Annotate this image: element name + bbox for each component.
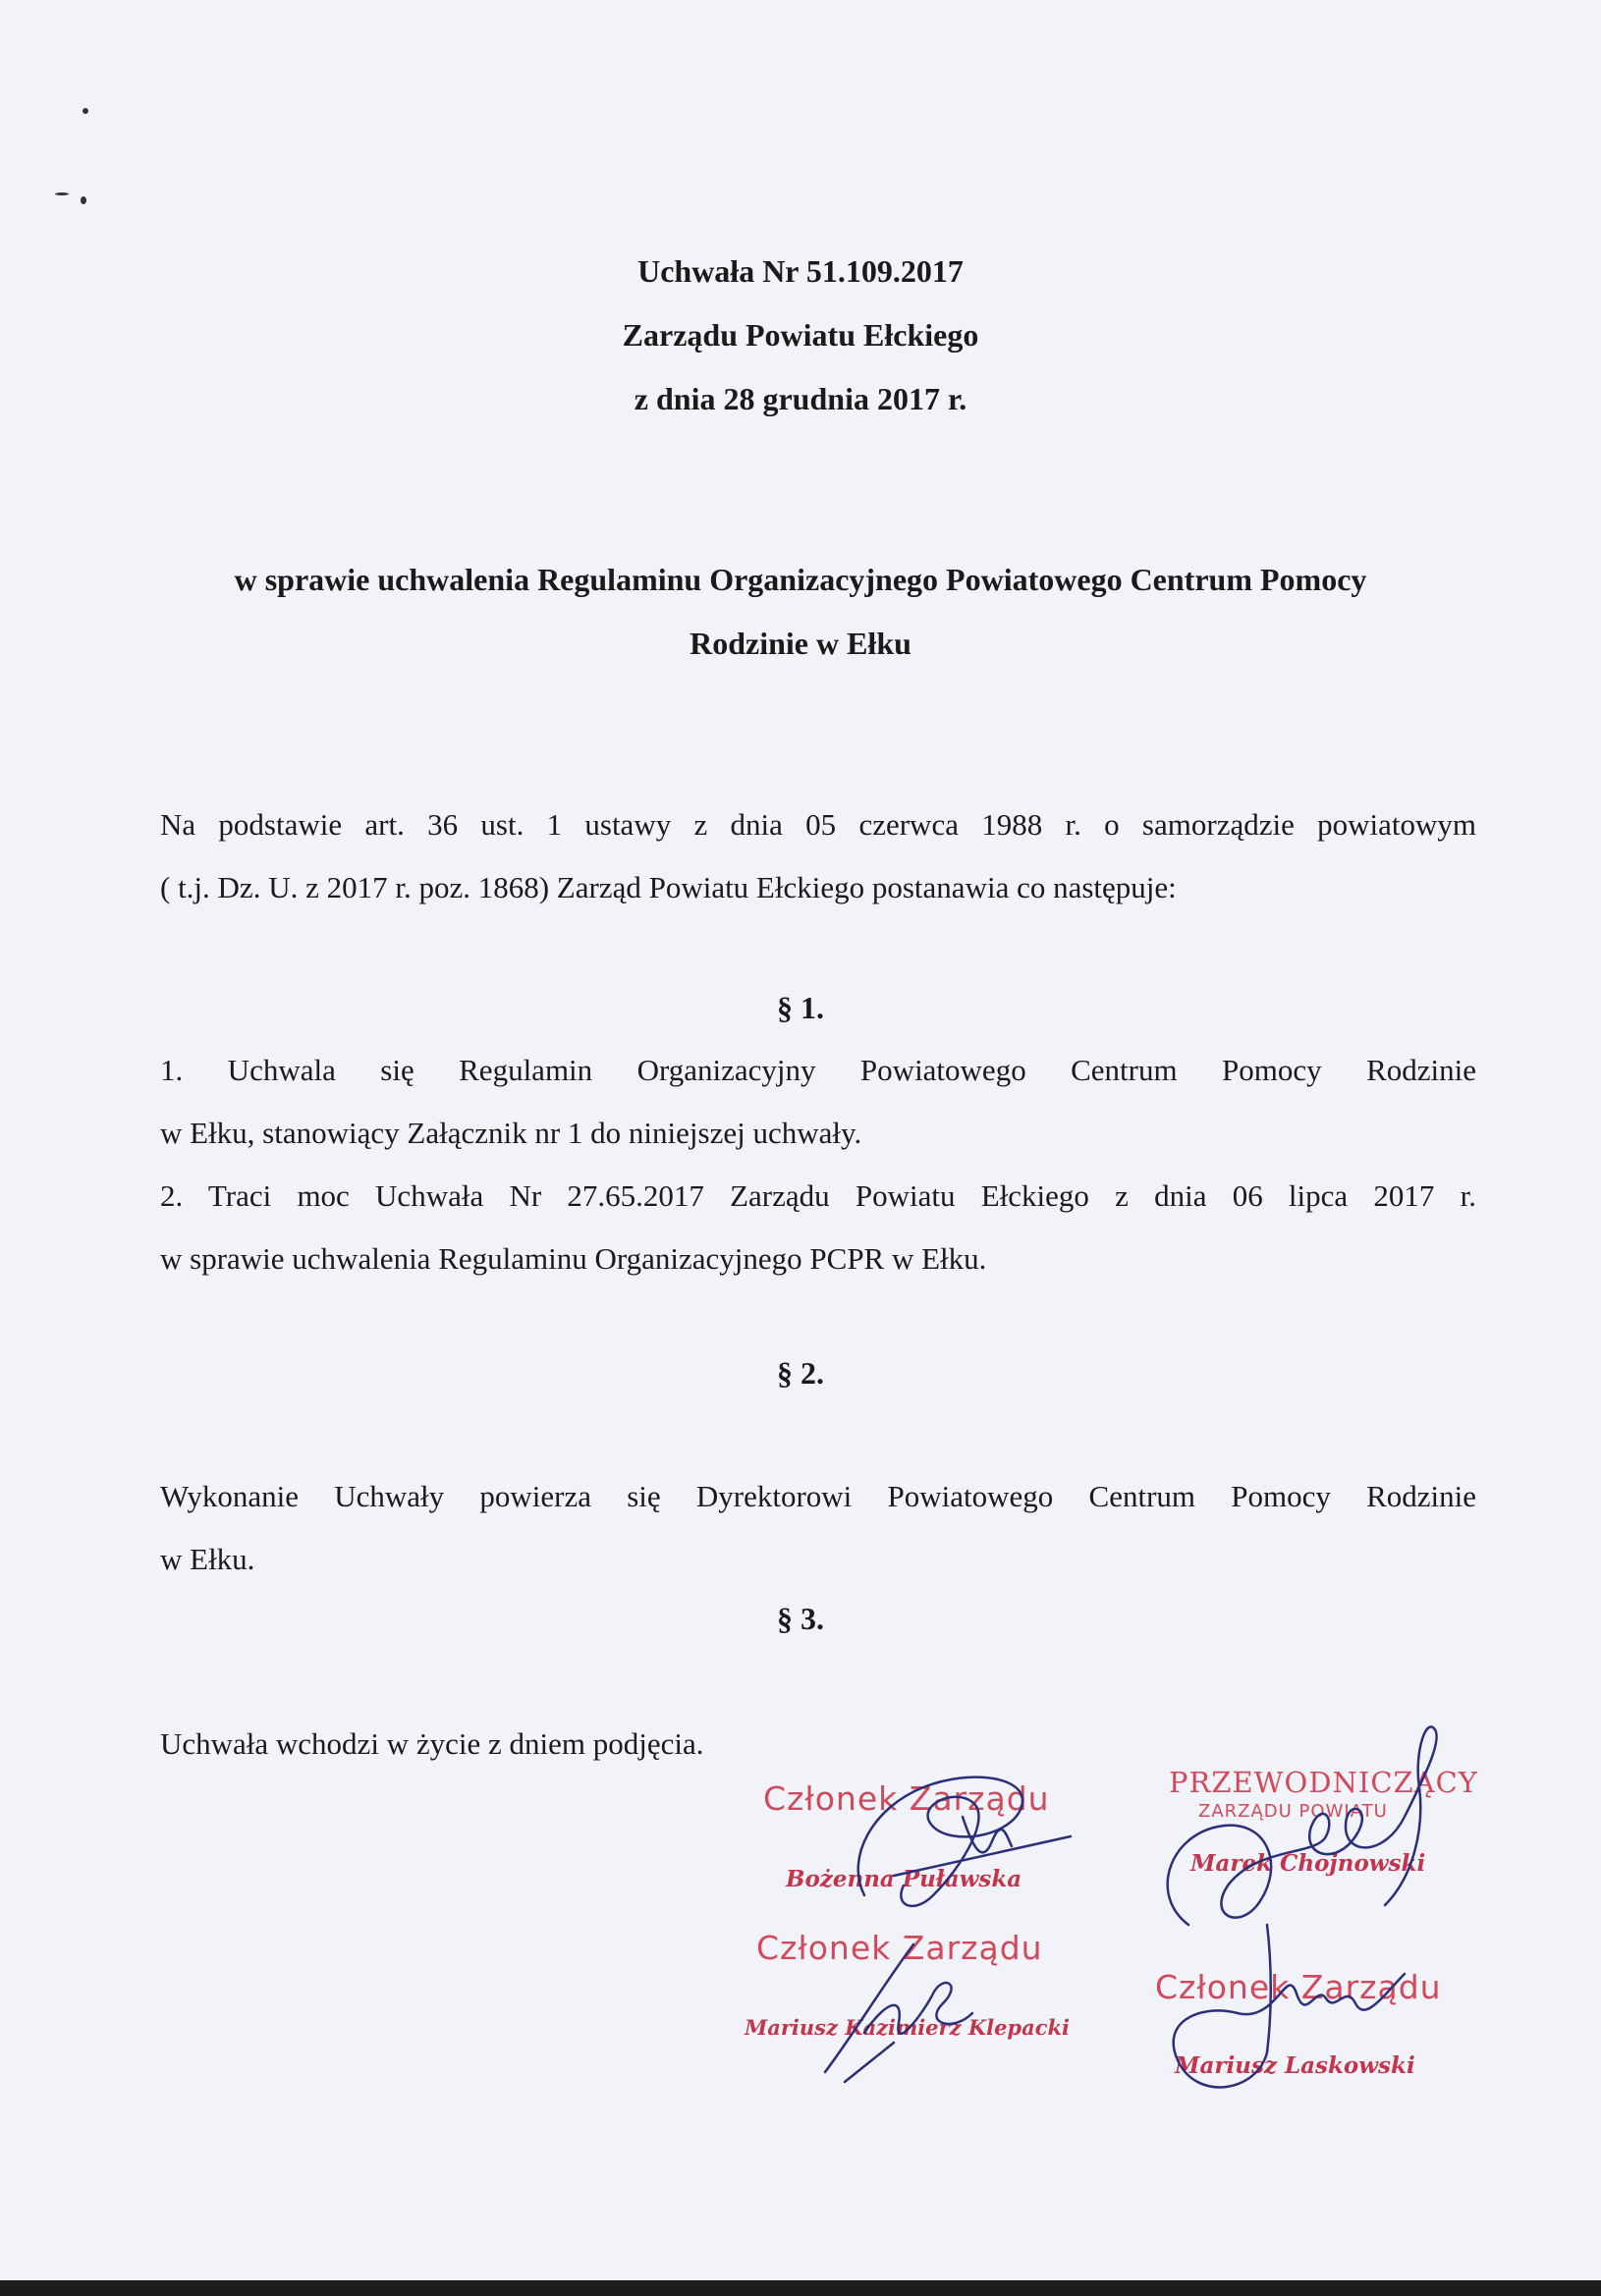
stamp-name-right-2: Mariusz Laskowski xyxy=(1175,2052,1415,2079)
preamble-line-1: Na podstawie art. 36 ust. 1 ustawy z dnia 05 czerwca 1988 r. o samorządzie powiatowym xyxy=(160,807,1476,842)
stamp-role-right-1: PRZEWODNICZĄCY xyxy=(1169,1766,1478,1799)
preamble xyxy=(160,793,1476,919)
stamp-name-left-1: Bożenna Puławska xyxy=(786,1866,1022,1892)
section-1-point-1-line-1: 1. Uchwala się Regulamin Organizacyjny Powiatowego Centrum Pomocy Rodzinie xyxy=(160,1053,1476,1087)
stamp-role-right-2: Członek Zarządu xyxy=(1155,1968,1442,2006)
scan-border xyxy=(0,2280,1601,2296)
section-3-title: § 3. xyxy=(777,1601,824,1636)
section-2-body xyxy=(160,1465,1476,1591)
section-1-body xyxy=(160,1039,1476,1290)
subject-line-2: Rodzinie w Ełku xyxy=(690,626,911,661)
resolution-date: z dnia 28 grudnia 2017 r. xyxy=(634,381,967,416)
signature-left-1 xyxy=(835,1748,1090,1935)
stamp-name-left-2: Mariusz Kazimierz Klepacki xyxy=(745,2015,1071,2040)
section-1-point-1-line-2: w Ełku, stanowiący Załącznik nr 1 do niniejszej uchwały. xyxy=(160,1116,862,1150)
section-1-point-2-line-1: 2. Traci moc Uchwała Nr 27.65.2017 Zarządu Powiatu Ełckiego z dnia 06 lipca 2017 r. xyxy=(160,1178,1476,1213)
section-1-point-2-line-2: w sprawie uchwalenia Regulaminu Organizacyjnego PCPR w Ełku. xyxy=(160,1241,987,1276)
resolution-number: Uchwała Nr 51.109.2017 xyxy=(637,253,964,289)
stamp-sub-right-1: ZARZĄDU POWIATU xyxy=(1198,1801,1388,1822)
section-1-title: § 1. xyxy=(777,990,824,1025)
scan-speck xyxy=(55,192,69,195)
stamp-role-left-2: Członek Zarządu xyxy=(756,1929,1043,1967)
stamp-role-left-1: Członek Zarządu xyxy=(763,1779,1050,1818)
section-2-line-2: w Ełku. xyxy=(160,1542,255,1576)
stamp-name-right-1: Marek Chojnowski xyxy=(1190,1850,1426,1877)
section-2-line-1: Wykonanie Uchwały powierza się Dyrektorowi Powiatowego Centrum Pomocy Rodzinie xyxy=(160,1479,1476,1513)
section-3-line-1: Uchwała wchodzi w życie z dniem podjęcia. xyxy=(160,1726,704,1761)
preamble-line-2: ( t.j. Dz. U. z 2017 r. poz. 1868) Zarząd Powiatu Ełckiego postanawia co następuje: xyxy=(160,870,1177,904)
issuing-body: Zarządu Powiatu Ełckiego xyxy=(622,317,979,353)
scan-speck xyxy=(81,196,86,204)
scan-speck xyxy=(83,108,88,114)
subject-line-1: w sprawie uchwalenia Regulaminu Organizacyjnego Powiatowego Centrum Pomocy xyxy=(234,562,1367,597)
section-2-title: § 2. xyxy=(777,1355,824,1391)
